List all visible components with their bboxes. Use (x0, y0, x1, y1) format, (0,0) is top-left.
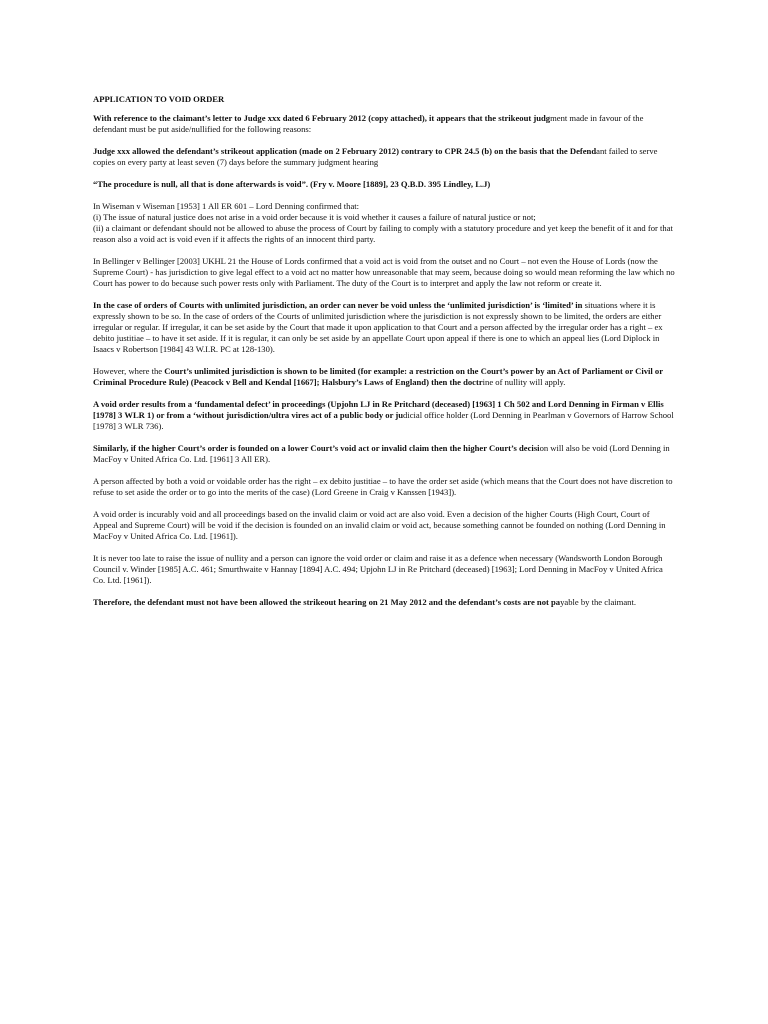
paragraph-1-text: ment made in favour of the defendant must be put aside/nullified for the following reasons: (93, 113, 644, 134)
paragraph-8-bold: A void order results from a ‘fundamental defect’ in proceedings (Upjohn LJ in Re Pritchard (deceased) [1963] 1 Ch 502 and Lord Denning in Firman v Ellis [1978] 3 WLR 1) or from a ‘without jurisdiction/ultra vires act of a public body or ju (93, 399, 664, 420)
paragraph-12: It is never too late to raise the issue of nullity and a person can ignore the void order or claim and raise it as a defence when necessary (Wandsworth London Borough Council v. Winder [1985] A.C. 461; Smurthwaite v Hannay [1894] A.C. 494; Upjohn LJ in Re Pritchard (deceased) [1963]; Lord Denning in MacFoy v United Africa Co. Ltd. [1961]). (93, 553, 663, 585)
paragraph-10: A person affected by both a void or voidable order has the right – ex debito justitiae – to have the order set aside (which means that the Court does not have discretion to refuse to set aside the order or to go into the merits of the case) (Lord Greene in Craig v Kanssen [1943]). (93, 476, 673, 497)
document-page (93, 94, 675, 619)
paragraph-4-line-3: (ii) a claimant or defendant should not be allowed to abuse the process of Court by failing to comply with a statutory procedure and yet keep the benefit of it and for that reason also a void act is void even if it affects the rights of an innocent third party. (93, 223, 673, 244)
paragraph-3-bold: “The procedure is null, all that is done afterwards is void”. (Fry v. Moore [1889], 23 Q.B.D. 395 Lindley, L.J) (93, 179, 491, 189)
paragraph-4 (93, 201, 675, 245)
paragraph-5: In Bellinger v Bellinger [2003] UKHL 21 the House of Lords confirmed that a void act is void from the outset and no Court – not even the House of Lords (now the Supreme Court) - has jurisdiction to give legal effect to a void act no matter how unreasonable that may seem, because doing so would mean reforming the law which no Court has power to do because such power rests only with Parliament. The duty of the Court is to interpret and apply the law not reform or create it. (93, 256, 675, 288)
paragraph-4-line-1: In Wiseman v Wiseman [1953] 1 All ER 601 – Lord Denning confirmed that: (93, 201, 360, 211)
paragraph-13-text: yable by the claimant. (560, 597, 636, 607)
paragraph-3 (93, 179, 675, 190)
paragraph-13-bold: Therefore, the defendant must not have been allowed the strikeout hearing on 21 May 2012 and the defendant’s costs are not pa (93, 597, 561, 607)
paragraph-13 (93, 597, 675, 608)
paragraph-6-text: situations where it is expressly shown to be so. In the case of orders of the Courts of unlimited jurisdiction where the jurisdiction is not expressly shown to be limited, the orders are either irregular or regular. If irregular, it can be set aside by the Court that made it upon application to that Court and a person affected by the irregular order has a right – ex debito justitiae – to have it set aside. If it is regular, it can only be set aside by an appellate Court upon appeal if there is one to which an appeal lies (Lord Diplock in Isaacs v Robertson [1984] 43 W.I.R. PC at 128-130). (93, 300, 663, 354)
document-title: APPLICATION TO VOID ORDER (93, 94, 225, 104)
paragraph-4-line-2: (i) The issue of natural justice does not arise in a void order because it is void whether it causes a failure of natural justice or not; (93, 212, 536, 222)
paragraph-2-bold: Judge xxx allowed the defendant’s strikeout application (made on 2 February 2012) contrary to CPR 24.5 (b) on the basis that the Defend (93, 146, 597, 156)
paragraph-9-bold: Similarly, if the higher Court’s order is founded on a lower Court’s void act or invalid claim then the higher Court’s decisi (93, 443, 540, 453)
paragraph-8-text: dicial office holder (Lord Denning in Pearlman v Governors of Harrow School [1978] 3 WLR 736). (93, 410, 674, 431)
paragraph-2 (93, 146, 675, 168)
paragraph-7-text: ine of nullity will apply. (482, 377, 566, 387)
paragraph-8 (93, 399, 675, 432)
paragraph-6 (93, 300, 675, 355)
paragraph-6-bold: In the case of orders of Courts with unlimited jurisdiction, an order can never be void unless the ‘unlimited jurisdiction’ is ‘limited’ in (93, 300, 583, 310)
paragraph-1 (93, 113, 675, 135)
paragraph-9 (93, 443, 675, 465)
paragraph-2-text: ant failed to serve copies on every party at least seven (7) days before the summary judgment hearing (93, 146, 658, 167)
paragraph-9-text: on will also be void (Lord Denning in MacFoy v United Africa Co. Ltd. [1961] 3 All ER). (93, 443, 670, 464)
paragraph-7 (93, 366, 675, 388)
paragraph-11: A void order is incurably void and all proceedings based on the invalid claim or void act are also void. Even a decision of the higher Courts (High Court, Court of Appeal and Supreme Court) will be void if the decision is founded on an invalid claim or void act, because something cannot be founded on nothing (Lord Denning in MacFoy v United Africa Co. Ltd. [1961]). (93, 509, 666, 541)
paragraph-7-bold: Court’s unlimited jurisdiction is shown to be limited (for example: a restriction on the Court’s power by an Act of Parliament or Civil or Criminal Procedure Rule) (Peacock v Bell and Kendal [1667]; Halsbury’s Laws of England) then the doctr (93, 366, 663, 387)
paragraph-1-bold: With reference to the claimant’s letter to Judge xxx dated 6 February 2012 (copy attached), it appears that the strikeout judg (93, 113, 551, 123)
paragraph-7-start: However, where the (93, 366, 165, 376)
